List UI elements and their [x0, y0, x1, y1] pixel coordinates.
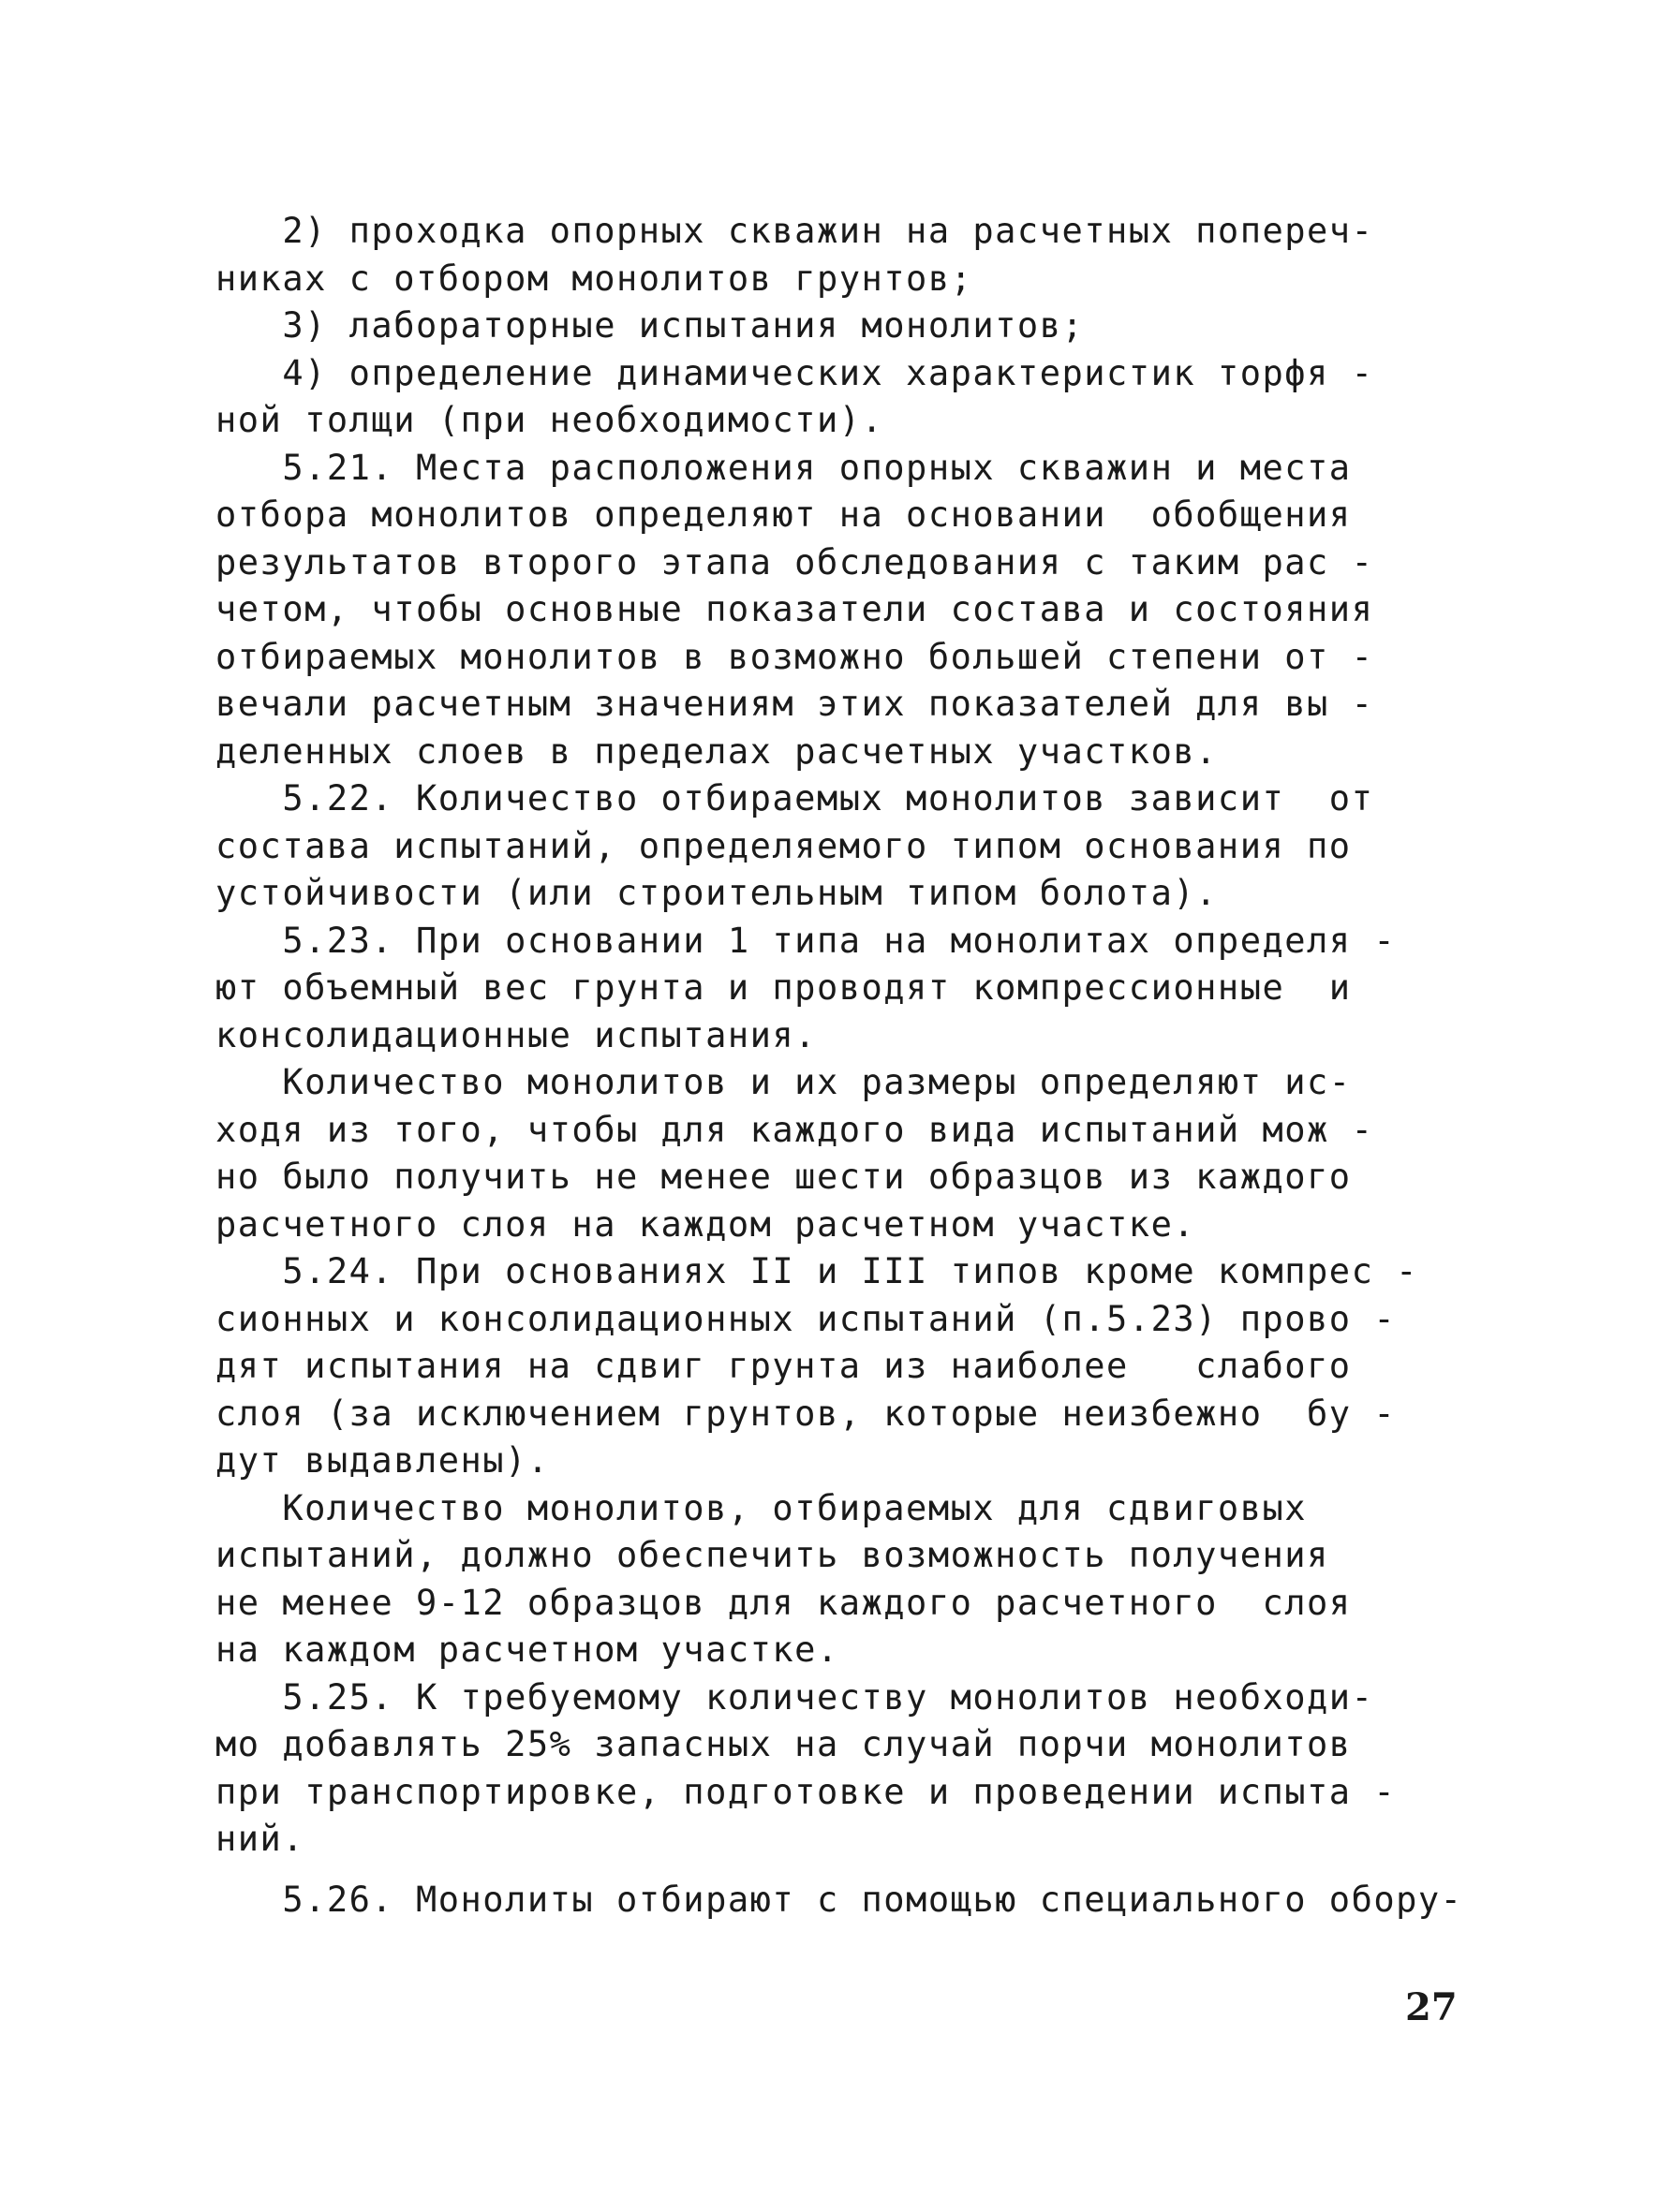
text-line: но было получить не менее шести образцов из каждого	[215, 1157, 1352, 1197]
text-line: результатов второго этапа обследования с таким рас -	[215, 541, 1374, 582]
text-line: консолидационные испытания.	[215, 1014, 817, 1055]
text-line: состава испытаний, определяемого типом основания по	[215, 825, 1352, 866]
text-line: 5.26. Монолиты отбирают с помощью специального обору-	[215, 1879, 1463, 1920]
text-line: 5.25. К требуемому количеству монолитов необходи-	[215, 1676, 1374, 1718]
text-line: ходя из того, чтобы для каждого вида испытаний мож -	[215, 1109, 1374, 1150]
text-line: испытаний, должно обеспечить возможность получения	[215, 1535, 1329, 1575]
text-line: отбора монолитов определяют на основании обобщения	[215, 494, 1352, 535]
text-line: при транспортировке, подготовке и проведении испыта -	[215, 1771, 1397, 1812]
text-line: сионных и консолидационных испытаний (п.5.23) прово -	[215, 1298, 1397, 1339]
text-line: ют объемный вес грунта и проводят компрессионные и	[215, 967, 1352, 1008]
text-line: Количество монолитов и их размеры определяют ис-	[215, 1062, 1352, 1102]
text-line: 5.23. При основании 1 типа на монолитах определя -	[215, 920, 1397, 961]
text-line: 3) лабораторные испытания монолитов;	[215, 305, 1085, 346]
text-line: на каждом расчетном участке.	[215, 1630, 839, 1670]
text-line: деленных слоев в пределах расчетных участков.	[215, 730, 1218, 772]
text-line: никах с отбором монолитов грунтов;	[215, 258, 973, 299]
page-number: 27	[1405, 1985, 1458, 2029]
text-line: устойчивости (или строительным типом болота).	[215, 873, 1218, 913]
body-text	[215, 208, 1471, 1924]
text-line: дят испытания на сдвиг грунта из наиболее слабого	[215, 1346, 1352, 1386]
text-line: 4) определение динамических характеристик торфя -	[215, 352, 1374, 393]
text-line: не менее 9-12 образцов для каждого расчетного слоя	[215, 1582, 1352, 1623]
text-line: вечали расчетным значениям этих показателей для вы -	[215, 684, 1374, 724]
text-line: ной толщи (при необходимости).	[215, 400, 884, 440]
text-line: 2) проходка опорных скважин на расчетных попереч-	[215, 211, 1374, 251]
text-line: слоя (за исключением грунтов, которые неизбежно бу -	[215, 1393, 1397, 1434]
text-line: дут выдавлены).	[215, 1440, 550, 1481]
text-line: Количество монолитов, отбираемых для сдвиговых	[215, 1487, 1308, 1528]
text-line: 5.22. Количество отбираемых монолитов зависит от	[215, 778, 1374, 818]
text-line: четом, чтобы основные показатели состава и состояния	[215, 589, 1374, 629]
spacer	[215, 1864, 1471, 1877]
text-line: ний.	[215, 1819, 305, 1859]
text-line: мо добавлять 25% запасных на случай порчи монолитов	[215, 1724, 1352, 1764]
text-line: 5.21. Места расположения опорных скважин и места	[215, 447, 1352, 488]
text-line: 5.24. При основаниях II и III типов кроме компрес -	[215, 1251, 1418, 1291]
text-line: отбираемых монолитов в возможно большей степени от -	[215, 636, 1374, 677]
text-line: расчетного слоя на каждом расчетном участке.	[215, 1203, 1196, 1245]
